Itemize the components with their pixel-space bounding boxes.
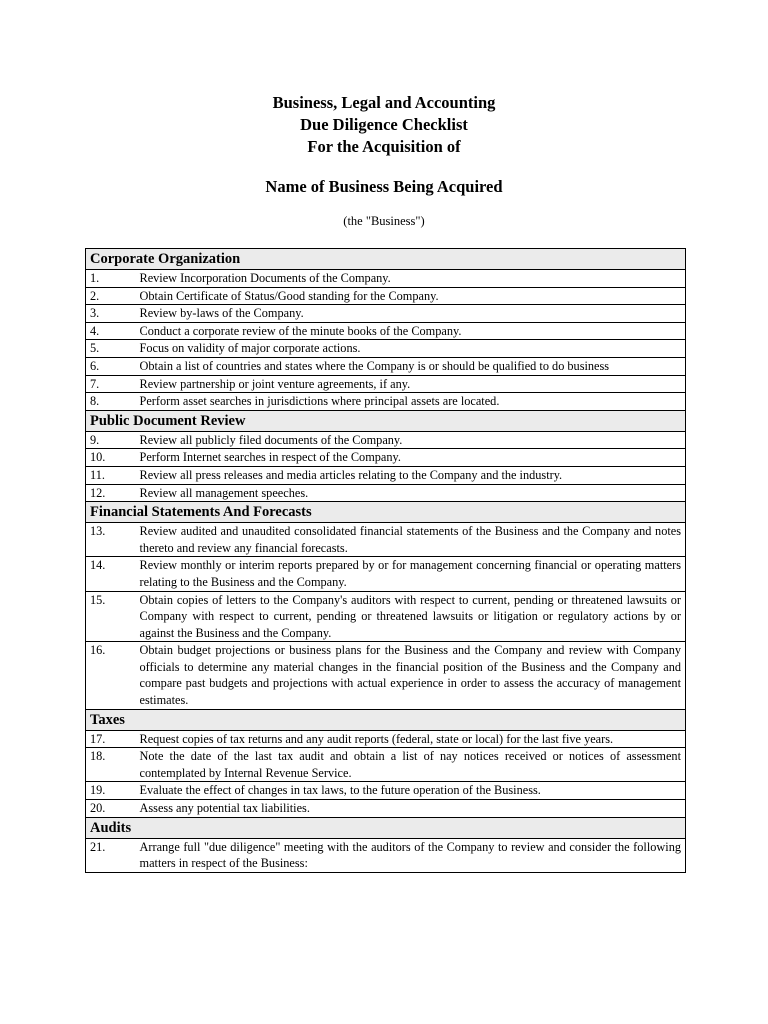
section-header bbox=[86, 502, 686, 523]
title-line-3: For the Acquisition of bbox=[307, 137, 461, 156]
checklist-item bbox=[86, 557, 686, 591]
item-text: Obtain budget projections or business plans for the Business and the Company and review with Company officials to determine any material changes in the financial position of the Business and the Company and compare past budgets and projections with actual experience in order to assess the accuracy of management estimates. bbox=[136, 642, 686, 709]
item-text: Evaluate the effect of changes in tax laws, to the future operation of the Business. bbox=[136, 782, 686, 800]
checklist-body bbox=[86, 249, 686, 873]
checklist-item bbox=[86, 287, 686, 305]
item-text: Obtain copies of letters to the Company's auditors with respect to current, pending or threatened lawsuits or Company with respect to current, pending or threatened lawsuits or litigation or regulatory actions by or against the Business and the Company. bbox=[136, 591, 686, 642]
checklist-item bbox=[86, 270, 686, 288]
business-name: Name of Business Being Acquired bbox=[265, 177, 503, 196]
checklist-item bbox=[86, 484, 686, 502]
item-text: Focus on validity of major corporate actions. bbox=[136, 340, 686, 358]
item-number: 10. bbox=[86, 449, 136, 467]
item-number: 5. bbox=[86, 340, 136, 358]
item-number: 3. bbox=[86, 305, 136, 323]
title-line-2: Due Diligence Checklist bbox=[300, 115, 468, 134]
item-text: Review partnership or joint venture agreements, if any. bbox=[136, 375, 686, 393]
item-text: Review monthly or interim reports prepared by or for management concerning financial or operating matters relating to the Business and the Company. bbox=[136, 557, 686, 591]
item-number: 6. bbox=[86, 357, 136, 375]
item-number: 15. bbox=[86, 591, 136, 642]
checklist-item bbox=[86, 642, 686, 709]
item-number: 4. bbox=[86, 322, 136, 340]
item-number: 1. bbox=[86, 270, 136, 288]
item-number: 18. bbox=[86, 748, 136, 782]
checklist-item bbox=[86, 393, 686, 411]
item-number: 11. bbox=[86, 466, 136, 484]
item-text: Obtain a list of countries and states where the Company is or should be qualified to do business bbox=[136, 357, 686, 375]
item-number: 20. bbox=[86, 800, 136, 818]
section-header bbox=[86, 817, 686, 838]
section-heading: Audits bbox=[86, 817, 686, 838]
item-number: 14. bbox=[86, 557, 136, 591]
section-header bbox=[86, 709, 686, 730]
section-header bbox=[86, 249, 686, 270]
section-header bbox=[86, 410, 686, 431]
checklist-item bbox=[86, 466, 686, 484]
checklist-item bbox=[86, 322, 686, 340]
checklist-item bbox=[86, 340, 686, 358]
item-text: Perform asset searches in jurisdictions where principal assets are located. bbox=[136, 393, 686, 411]
item-text: Review audited and unaudited consolidated financial statements of the Business and the Company and notes thereto and review any financial forecasts. bbox=[136, 523, 686, 557]
checklist-item bbox=[86, 523, 686, 557]
checklist-item bbox=[86, 305, 686, 323]
item-number: 9. bbox=[86, 431, 136, 449]
checklist-item bbox=[86, 431, 686, 449]
item-number: 16. bbox=[86, 642, 136, 709]
checklist-item bbox=[86, 730, 686, 748]
item-number: 8. bbox=[86, 393, 136, 411]
section-heading: Public Document Review bbox=[86, 410, 686, 431]
item-text: Review Incorporation Documents of the Company. bbox=[136, 270, 686, 288]
item-number: 19. bbox=[86, 782, 136, 800]
item-text: Conduct a corporate review of the minute books of the Company. bbox=[136, 322, 686, 340]
item-number: 21. bbox=[86, 838, 136, 872]
item-text: Review all press releases and media articles relating to the Company and the industry. bbox=[136, 466, 686, 484]
item-text: Review all management speeches. bbox=[136, 484, 686, 502]
item-number: 12. bbox=[86, 484, 136, 502]
checklist-item bbox=[86, 748, 686, 782]
item-text: Assess any potential tax liabilities. bbox=[136, 800, 686, 818]
item-number: 17. bbox=[86, 730, 136, 748]
item-number: 13. bbox=[86, 523, 136, 557]
item-text: Review by-laws of the Company. bbox=[136, 305, 686, 323]
title-line-1: Business, Legal and Accounting bbox=[272, 93, 496, 112]
document-title bbox=[0, 92, 768, 158]
checklist-item bbox=[86, 838, 686, 872]
item-text: Review all publicly filed documents of the Company. bbox=[136, 431, 686, 449]
section-heading: Taxes bbox=[86, 709, 686, 730]
item-text: Note the date of the last tax audit and obtain a list of nay notices received or notices of assessment contemplated by Internal Revenue Service. bbox=[136, 748, 686, 782]
item-text: Request copies of tax returns and any audit reports (federal, state or local) for the last five years. bbox=[136, 730, 686, 748]
business-note: (the "Business") bbox=[343, 214, 425, 228]
checklist-table bbox=[85, 248, 686, 873]
checklist-item bbox=[86, 375, 686, 393]
checklist-item bbox=[86, 591, 686, 642]
item-number: 7. bbox=[86, 375, 136, 393]
section-heading: Corporate Organization bbox=[86, 249, 686, 270]
checklist-item bbox=[86, 357, 686, 375]
item-number: 2. bbox=[86, 287, 136, 305]
item-text: Perform Internet searches in respect of the Company. bbox=[136, 449, 686, 467]
checklist-item bbox=[86, 449, 686, 467]
checklist-item bbox=[86, 782, 686, 800]
checklist-item bbox=[86, 800, 686, 818]
section-heading: Financial Statements And Forecasts bbox=[86, 502, 686, 523]
item-text: Arrange full "due diligence" meeting with the auditors of the Company to review and consider the following matters in respect of the Business: bbox=[136, 838, 686, 872]
item-text: Obtain Certificate of Status/Good standing for the Company. bbox=[136, 287, 686, 305]
